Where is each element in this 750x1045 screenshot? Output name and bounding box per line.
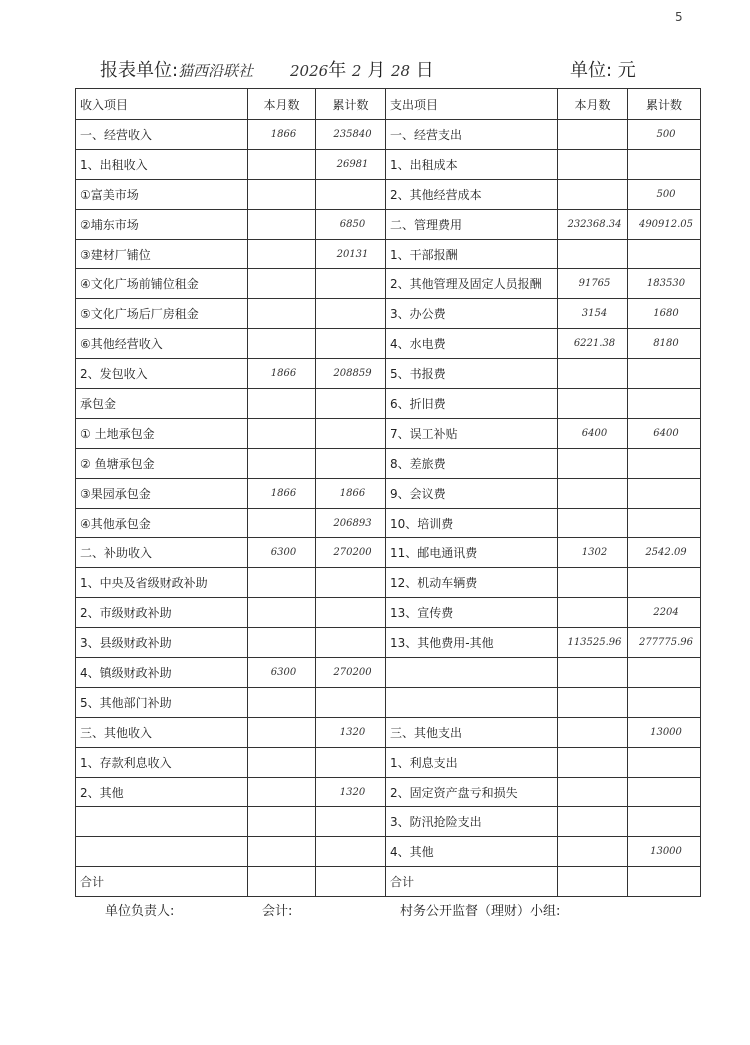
- report-month: 2: [351, 62, 362, 80]
- income-total: 270200: [316, 538, 386, 568]
- report-date: [290, 56, 434, 82]
- table-row: [76, 179, 701, 209]
- expense-item: 13、宣传费: [386, 598, 558, 628]
- expense-item: 2、其他经营成本: [386, 179, 558, 209]
- expense-total: 1680: [628, 299, 701, 329]
- expense-month: 6221.38: [558, 329, 628, 359]
- expense-item: 7、误工补贴: [386, 418, 558, 448]
- income-month: [248, 777, 316, 807]
- expense-month: [558, 867, 628, 897]
- expense-month: 3154: [558, 299, 628, 329]
- income-month: [248, 747, 316, 777]
- expense-month: [558, 149, 628, 179]
- table-header-row: [76, 89, 701, 120]
- income-month: [248, 209, 316, 239]
- expense-total: 277775.96: [628, 628, 701, 658]
- expense-month: 232368.34: [558, 209, 628, 239]
- income-item: ② 鱼塘承包金: [76, 448, 248, 478]
- expense-item: 12、机动车辆费: [386, 568, 558, 598]
- expense-item: 4、水电费: [386, 329, 558, 359]
- table-row: [76, 867, 701, 897]
- income-total: 1866: [316, 478, 386, 508]
- expense-month: [558, 717, 628, 747]
- finance-table: [75, 88, 701, 897]
- income-month: [248, 179, 316, 209]
- table-row: [76, 568, 701, 598]
- income-item: 1、存款利息收入: [76, 747, 248, 777]
- expense-item: 三、其他支出: [386, 717, 558, 747]
- report-unit-label: 报表单位:: [100, 60, 179, 81]
- table-row: [76, 717, 701, 747]
- expense-item: 5、书报费: [386, 359, 558, 389]
- expense-total: 500: [628, 120, 701, 150]
- expense-month: [558, 658, 628, 688]
- column-header: 累计数: [628, 89, 701, 120]
- income-item: 三、其他收入: [76, 717, 248, 747]
- table-row: [76, 658, 701, 688]
- footer-responsible: 单位负责人:: [105, 904, 175, 919]
- income-total: [316, 329, 386, 359]
- footer-accountant: 会计:: [262, 904, 293, 919]
- income-item: 2、发包收入: [76, 359, 248, 389]
- expense-month: [558, 508, 628, 538]
- report-year: 2026: [290, 62, 329, 80]
- table-row: [76, 149, 701, 179]
- table-row: [76, 837, 701, 867]
- income-item: ⑥其他经营收入: [76, 329, 248, 359]
- expense-item: 9、会议费: [386, 478, 558, 508]
- expense-total: [628, 389, 701, 419]
- income-item: ②埔东市场: [76, 209, 248, 239]
- expense-month: [558, 777, 628, 807]
- income-total: [316, 628, 386, 658]
- income-month: 6300: [248, 658, 316, 688]
- expense-total: 500: [628, 179, 701, 209]
- income-item: 合计: [76, 867, 248, 897]
- income-item: 5、其他部门补助: [76, 687, 248, 717]
- expense-month: [558, 747, 628, 777]
- income-total: 1320: [316, 777, 386, 807]
- table-row: [76, 329, 701, 359]
- table-row: [76, 359, 701, 389]
- expense-month: [558, 448, 628, 478]
- column-header: 收入项目: [76, 89, 248, 120]
- column-header: 本月数: [248, 89, 316, 120]
- expense-total: [628, 687, 701, 717]
- income-total: [316, 807, 386, 837]
- expense-total: [628, 478, 701, 508]
- expense-item: 1、出租成本: [386, 149, 558, 179]
- income-item: ③果园承包金: [76, 478, 248, 508]
- income-month: [248, 149, 316, 179]
- income-item: ③建材厂铺位: [76, 239, 248, 269]
- expense-item: 6、折旧费: [386, 389, 558, 419]
- income-total: [316, 299, 386, 329]
- expense-total: [628, 568, 701, 598]
- footer-supervision: 村务公开监督（理财）小组:: [400, 904, 561, 919]
- expense-month: [558, 598, 628, 628]
- expense-item: 8、差旅费: [386, 448, 558, 478]
- income-item: ①富美市场: [76, 179, 248, 209]
- report-day: 28: [390, 62, 411, 80]
- income-month: [248, 389, 316, 419]
- expense-item: 二、管理费用: [386, 209, 558, 239]
- income-month: [248, 329, 316, 359]
- table-row: [76, 418, 701, 448]
- income-month: [248, 269, 316, 299]
- expense-month: [558, 837, 628, 867]
- expense-item: 4、其他: [386, 837, 558, 867]
- income-item: ① 土地承包金: [76, 418, 248, 448]
- expense-item: 合计: [386, 867, 558, 897]
- income-total: [316, 837, 386, 867]
- expense-month: [558, 239, 628, 269]
- currency-unit: 单位: 元: [570, 60, 636, 81]
- expense-total: [628, 359, 701, 389]
- expense-item: [386, 687, 558, 717]
- income-month: 1866: [248, 478, 316, 508]
- expense-total: [628, 867, 701, 897]
- table-row: [76, 538, 701, 568]
- page-number: 5: [675, 10, 683, 24]
- expense-total: 2542.09: [628, 538, 701, 568]
- income-item: ④其他承包金: [76, 508, 248, 538]
- table-row: [76, 389, 701, 419]
- income-month: 1866: [248, 120, 316, 150]
- expense-total: 183530: [628, 269, 701, 299]
- table-row: [76, 209, 701, 239]
- income-month: [248, 837, 316, 867]
- income-month: [248, 807, 316, 837]
- income-item: 4、镇级财政补助: [76, 658, 248, 688]
- year-label: 年: [328, 60, 347, 81]
- expense-total: [628, 448, 701, 478]
- column-header: 累计数: [316, 89, 386, 120]
- income-month: [248, 867, 316, 897]
- income-item: 承包金: [76, 389, 248, 419]
- income-month: [248, 299, 316, 329]
- income-total: [316, 418, 386, 448]
- expense-total: [628, 658, 701, 688]
- income-item: 一、经营收入: [76, 120, 248, 150]
- income-item: 2、市级财政补助: [76, 598, 248, 628]
- income-total: 26981: [316, 149, 386, 179]
- expense-item: 1、干部报酬: [386, 239, 558, 269]
- expense-total: [628, 508, 701, 538]
- income-month: [248, 568, 316, 598]
- income-total: [316, 389, 386, 419]
- income-total: [316, 598, 386, 628]
- expense-month: [558, 687, 628, 717]
- table-row: [76, 598, 701, 628]
- expense-total: 13000: [628, 717, 701, 747]
- expense-item: 1、利息支出: [386, 747, 558, 777]
- day-label: 日: [415, 60, 434, 81]
- report-unit-value: 猫西沿联社: [178, 62, 254, 80]
- income-total: [316, 867, 386, 897]
- income-item: 二、补助收入: [76, 538, 248, 568]
- income-total: [316, 269, 386, 299]
- income-total: [316, 747, 386, 777]
- income-item: 1、中央及省级财政补助: [76, 568, 248, 598]
- income-item: [76, 837, 248, 867]
- income-month: [248, 508, 316, 538]
- table-row: [76, 777, 701, 807]
- expense-month: 6400: [558, 418, 628, 448]
- month-label: 月: [367, 60, 386, 81]
- income-total: 20131: [316, 239, 386, 269]
- table-row: [76, 120, 701, 150]
- expense-month: [558, 478, 628, 508]
- expense-total: 490912.05: [628, 209, 701, 239]
- income-total: 235840: [316, 120, 386, 150]
- expense-item: 3、防汛抢险支出: [386, 807, 558, 837]
- income-item: ④文化广场前铺位租金: [76, 269, 248, 299]
- expense-month: [558, 807, 628, 837]
- table-row: [76, 687, 701, 717]
- income-total: [316, 448, 386, 478]
- table-row: [76, 508, 701, 538]
- income-item: 1、出租收入: [76, 149, 248, 179]
- table-row: [76, 239, 701, 269]
- income-item: 2、其他: [76, 777, 248, 807]
- income-month: [248, 628, 316, 658]
- expense-item: 10、培训费: [386, 508, 558, 538]
- report-unit: [100, 56, 253, 82]
- income-item: [76, 807, 248, 837]
- income-total: 208859: [316, 359, 386, 389]
- table-row: [76, 628, 701, 658]
- expense-total: [628, 777, 701, 807]
- expense-month: [558, 389, 628, 419]
- table-row: [76, 269, 701, 299]
- expense-item: 13、其他费用-其他: [386, 628, 558, 658]
- income-total: 206893: [316, 508, 386, 538]
- column-header: 支出项目: [386, 89, 558, 120]
- expense-total: [628, 747, 701, 777]
- income-month: 1866: [248, 359, 316, 389]
- expense-total: [628, 239, 701, 269]
- table-row: [76, 299, 701, 329]
- expense-total: 8180: [628, 329, 701, 359]
- expense-total: 2204: [628, 598, 701, 628]
- expense-item: 2、固定资产盘亏和损失: [386, 777, 558, 807]
- income-month: [248, 239, 316, 269]
- expense-total: 6400: [628, 418, 701, 448]
- column-header: 本月数: [558, 89, 628, 120]
- expense-item: [386, 658, 558, 688]
- income-month: [248, 717, 316, 747]
- expense-month: [558, 179, 628, 209]
- income-total: [316, 687, 386, 717]
- income-total: [316, 568, 386, 598]
- expense-month: [558, 568, 628, 598]
- expense-item: 2、其他管理及固定人员报酬: [386, 269, 558, 299]
- income-total: 6850: [316, 209, 386, 239]
- income-month: [248, 598, 316, 628]
- income-total: 270200: [316, 658, 386, 688]
- table-row: [76, 807, 701, 837]
- table-row: [76, 747, 701, 777]
- expense-month: [558, 120, 628, 150]
- expense-total: 13000: [628, 837, 701, 867]
- income-item: ⑤文化广场后厂房租金: [76, 299, 248, 329]
- income-month: [248, 418, 316, 448]
- income-month: [248, 448, 316, 478]
- income-total: 1320: [316, 717, 386, 747]
- expense-month: 113525.96: [558, 628, 628, 658]
- expense-item: 3、办公费: [386, 299, 558, 329]
- income-total: [316, 179, 386, 209]
- table-row: [76, 448, 701, 478]
- income-month: [248, 687, 316, 717]
- expense-month: 91765: [558, 269, 628, 299]
- expense-total: [628, 149, 701, 179]
- expense-month: [558, 359, 628, 389]
- expense-item: 11、邮电通讯费: [386, 538, 558, 568]
- expense-item: 一、经营支出: [386, 120, 558, 150]
- expense-month: 1302: [558, 538, 628, 568]
- income-item: 3、县级财政补助: [76, 628, 248, 658]
- expense-total: [628, 807, 701, 837]
- income-month: 6300: [248, 538, 316, 568]
- table-row: [76, 478, 701, 508]
